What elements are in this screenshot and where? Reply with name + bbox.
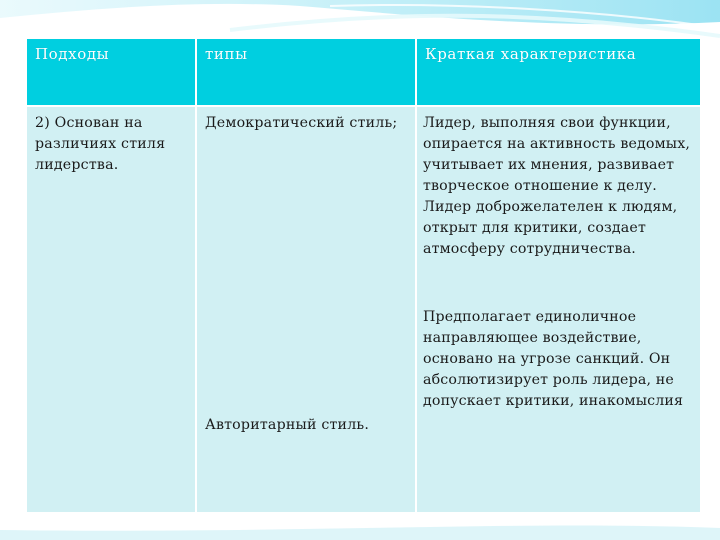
content-table bbox=[25, 37, 702, 514]
cell-description bbox=[416, 106, 701, 513]
top-wave-band bbox=[0, 0, 720, 24]
type-authoritarian: Авторитарный стиль. bbox=[205, 417, 370, 433]
bottom-wave-band bbox=[0, 525, 720, 540]
cell-approach bbox=[26, 106, 196, 513]
type-democratic: Демократический стиль; bbox=[205, 115, 398, 131]
header-row bbox=[26, 38, 701, 106]
description-democratic: Лидер, выполняя свои функции, опирается на активность ведомых, учитывает их мнения, развивает творческое отношение к делу. Лидер доброжелателен к людям, открыт для критики, создает атмосферу сотрудничества. bbox=[423, 115, 691, 257]
approach-text: 2) Основан на различиях стиля лидерства. bbox=[35, 115, 166, 173]
header-cell-description: Краткая характеристика bbox=[416, 38, 701, 106]
content-table-wrap bbox=[25, 37, 700, 514]
description-authoritarian: Предполагает единоличное направляющее воздействие, основано на угрозе санкций. Он абсолютизирует роль лидера, не допускает критики, инакомыслия bbox=[423, 309, 684, 409]
header-cell-types: типы bbox=[196, 38, 416, 106]
header-cell-approaches: Подходы bbox=[26, 38, 196, 106]
table-row bbox=[26, 106, 701, 513]
cell-types bbox=[196, 106, 416, 513]
